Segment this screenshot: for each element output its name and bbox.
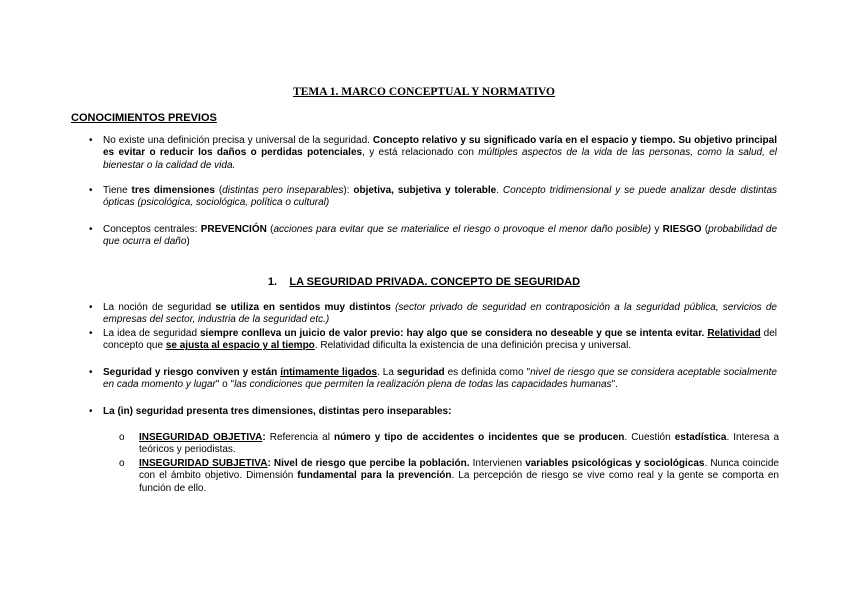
sub-bullet-marker: o	[119, 458, 125, 469]
section-1-heading	[0, 276, 848, 288]
section-number: 1.	[267, 276, 278, 288]
inseguridad-objetiva-item: INSEGURIDAD OBJETIVA: Referencia al número y tipo de accidentes o incidentes que se producen. Cuestión estadística. Interesa a teóricos y periodistas.	[139, 432, 780, 456]
bullet-marker: •	[89, 406, 93, 417]
conocimientos-item-2: Tiene tres dimensiones (distintas pero inseparables): objetiva, subjetiva y tolerable. Concepto tridimensional y se puede analizar desde distintas ópticas (psicológica, sociológica, política o cultural)	[103, 185, 778, 209]
section-1-item-1: La noción de seguridad se utiliza en sentidos muy distintos (sector privado de seguridad en contraposición a la seguridad pública, servicios de empresas del sector, industria de la seguridad etc.)	[103, 302, 777, 326]
section-title: LA SEGURIDAD PRIVADA. CONCEPTO DE SEGURIDAD	[289, 276, 581, 288]
section-1-item-4: La (in) seguridad presenta tres dimensiones, distintas pero inseparables:	[103, 406, 452, 417]
conocimientos-item-3: Conceptos centrales: PREVENCIÓN (acciones para evitar que se materialice el riesgo o provoque el menor daño posible) y RIESGO (probabilidad de que ocurra el daño)	[103, 224, 778, 248]
bullet-marker: •	[89, 185, 93, 196]
bullet-marker: •	[89, 302, 93, 313]
bullet-marker: •	[89, 135, 93, 146]
bullet-marker: •	[89, 367, 93, 378]
bullet-marker: •	[89, 328, 93, 339]
section-1-item-2: La idea de seguridad siempre conlleva un juicio de valor previo: hay algo que se considera no deseable y que se intenta evitar. Relatividad del concepto que se ajusta al espacio y al tiempo. Relatividad dificulta la existencia de una definición precisa y universal.	[103, 328, 778, 352]
document-title: TEMA 1. MARCO CONCEPTUAL Y NORMATIVO	[293, 86, 555, 98]
inseguridad-subjetiva-item: INSEGURIDAD SUBJETIVA: Nivel de riesgo que percibe la población. Intervienen variables psicológicas y sociológicas. Nunca coincide con el ámbito objetivo. Dimensión fundamental para la prevención. La percepción de riesgo se vive como real y la gente se comporta en función de ello.	[139, 458, 779, 494]
conocimientos-item-1: No existe una definición precisa y universal de la seguridad. Concepto relativo y su significado varía en el espacio y tiempo. Su objetivo principal es evitar o reducir los daños o perdidas potenciales, y está relacionado con múltiples aspectos de la vida de las personas, como la salud, el bienestar o la calidad de vida.	[103, 135, 778, 171]
conocimientos-heading: CONOCIMIENTOS PREVIOS	[71, 112, 217, 124]
section-1-item-3: Seguridad y riesgo conviven y están íntimamente ligados. La seguridad es definida como "nivel de riesgo que se considera aceptable socialmente en cada momento y lugar" o "las condiciones que permiten la realización plena de todas las capacidades humanas".	[103, 367, 777, 391]
bullet-marker: •	[89, 224, 93, 235]
sub-bullet-marker: o	[119, 432, 125, 443]
